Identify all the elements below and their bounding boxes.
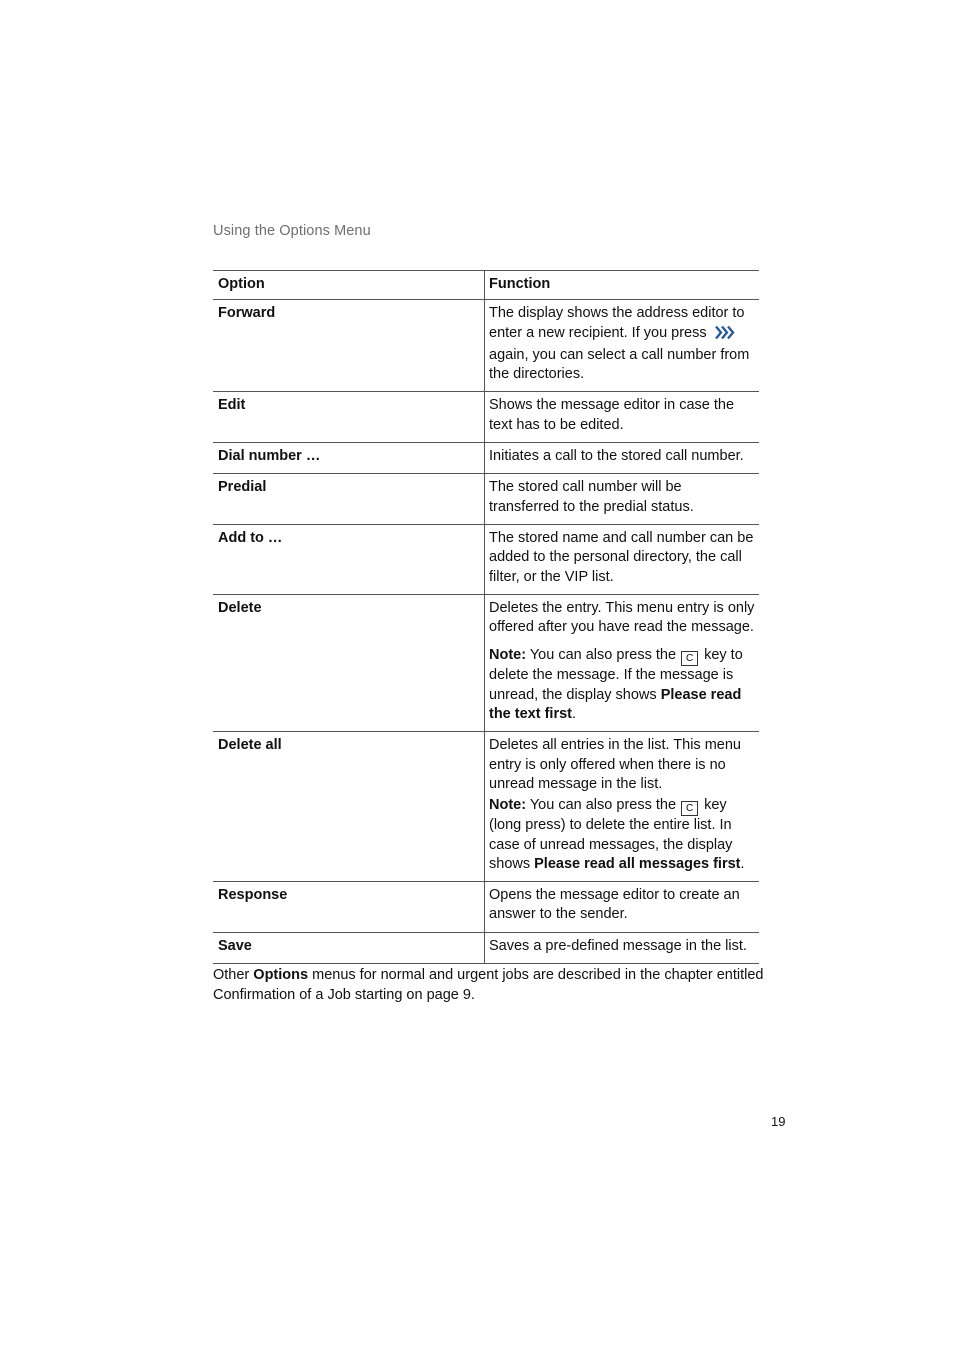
option-name: Delete <box>213 594 485 731</box>
option-function: Initiates a call to the stored call number. <box>485 443 760 474</box>
function-text: Deletes the entry. This menu entry is only offered after you have read the message. <box>489 599 755 636</box>
footer-text-cont: menus for normal and urgent jobs are described in the chapter entitled Confirmation of a Job starting on page 9. <box>213 967 764 1003</box>
note-end: . <box>740 855 745 872</box>
table-row <box>213 732 759 882</box>
option-function: The stored name and call number can be added to the personal directory, the call filter, or the VIP list. <box>485 524 760 594</box>
options-table <box>213 270 759 964</box>
option-function <box>485 594 760 731</box>
function-text: The display shows the address editor to enter a new recipient. If you press <box>489 305 745 341</box>
running-header: Using the Options Menu <box>213 223 371 239</box>
c-key-icon: C <box>681 651 698 666</box>
option-name: Delete all <box>213 732 485 882</box>
note-end: . <box>572 706 577 723</box>
footer-text: Other <box>213 967 250 983</box>
note-text-cont: key to delete the message. If the message is unread, the display shows <box>489 647 743 703</box>
table-row <box>213 932 759 963</box>
footer-paragraph <box>213 965 773 1005</box>
option-function: Opens the message editor to create an answer to the sender. <box>485 882 760 933</box>
table-row <box>213 392 759 443</box>
column-header-option: Option <box>213 271 485 300</box>
option-name: Save <box>213 932 485 963</box>
table-header-row <box>213 271 759 300</box>
note-label: Note: <box>489 797 527 814</box>
note-paragraph <box>489 796 755 874</box>
note-text: You can also press the <box>529 797 677 814</box>
display-message: Please read all messages first <box>534 855 741 872</box>
note-text-cont: key (long press) to delete the entire list. In case of unread messages, the display shows <box>489 797 733 872</box>
options-term: Options <box>253 967 309 983</box>
option-name: Response <box>213 882 485 933</box>
double-chevron-right-icon <box>715 325 735 346</box>
column-header-function: Function <box>485 271 760 300</box>
option-function: Saves a pre-defined message in the list. <box>485 932 760 963</box>
function-text-cont: again, you can select a call number from the directories. <box>489 346 750 383</box>
note-paragraph <box>489 646 755 724</box>
display-message: Please read the text first <box>489 686 742 723</box>
table-row <box>213 524 759 594</box>
table-row <box>213 594 759 731</box>
option-function <box>485 300 760 392</box>
table-row <box>213 882 759 933</box>
option-name: Edit <box>213 392 485 443</box>
option-function: The stored call number will be transferred to the predial status. <box>485 474 760 525</box>
note-label: Note: <box>489 647 527 664</box>
option-name: Forward <box>213 300 485 392</box>
function-text: Deletes all entries in the list. This menu entry is only offered when there is no unread message in the list. <box>489 737 741 792</box>
note-text: You can also press the <box>529 647 677 664</box>
option-function: Shows the message editor in case the text has to be edited. <box>485 392 760 443</box>
table-row <box>213 474 759 525</box>
option-function <box>485 732 760 882</box>
option-name: Dial number … <box>213 443 485 474</box>
c-key-icon: C <box>681 801 698 816</box>
table-row <box>213 300 759 392</box>
option-name: Add to … <box>213 524 485 594</box>
page-number: 19 <box>771 1114 786 1129</box>
table-row <box>213 443 759 474</box>
option-name: Predial <box>213 474 485 525</box>
